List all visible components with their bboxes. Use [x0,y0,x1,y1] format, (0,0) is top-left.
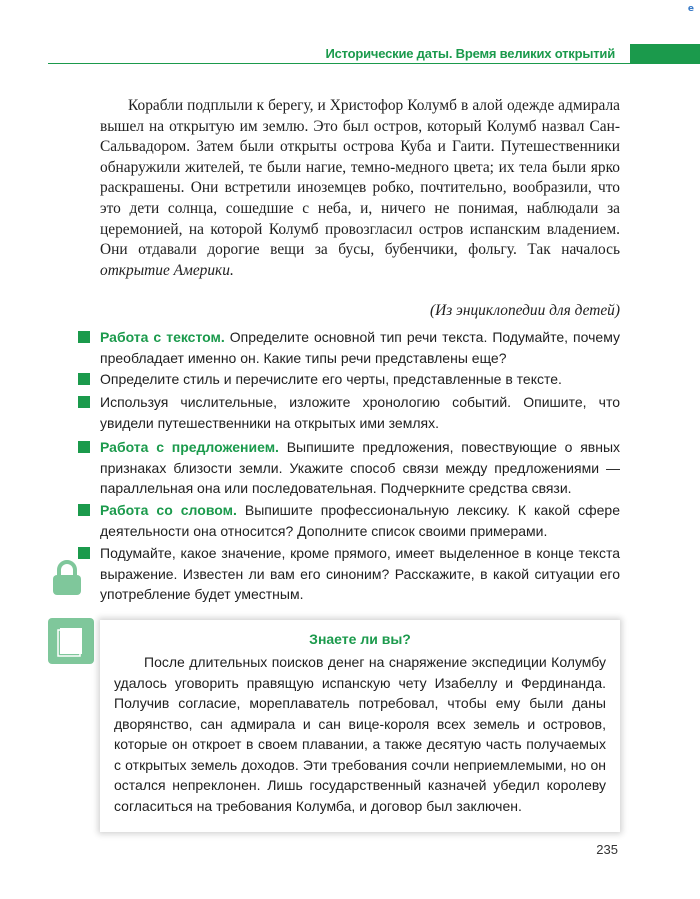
publisher-logo: e [687,4,694,14]
task-item: Используя числительные, изложите хронологию событий. Опишите, что увидели путешественники на открытых ими землях. [78,392,620,433]
infobox-title: Знаете ли вы? [309,631,411,647]
infobox-text: После длительных поисков денег на снаряжение экспедиции Колумбу удалось уговорить правящую испанскую чету Изабеллу и Фердинанда. Получив согласие, мореплаватель потребовал, чтобы ему были даны дворянство, сан адмирала и сан вице-короля всех земель и островов, которые он откроет в своем плавании, а также десятую часть получаемых с открытых земель доходов. Эти требования сочли неприемлемыми, но он остался непреклонен. Лишь государственный казначей убедил королеву согласиться на требования Колумба, и договор был заключен. [114,654,606,814]
task-marker-icon [78,396,90,408]
task-item: Работа со словом. Выпишите профессиональную лексику. К какой сфере деятельности она относится? Дополните список своими примерами. [78,500,620,541]
did-you-know-box [100,620,620,832]
text-source: (Из энциклопедии для детей) [429,302,620,319]
task-marker-icon [78,331,90,343]
page-header-title: Исторические даты. Время великих открытий [325,46,615,61]
task-item: Определите стиль и перечислите его черты, представленные в тексте. [78,369,620,390]
book-icon [48,618,94,664]
main-paragraph: Корабли подплыли к берегу, и Христофор Колумб в алой одежде адмирала вышел на открытую им землю. Это был остров, который Колумб назвал Сан-Сальвадором. Затем были открыты острова Куба и Гаити. Путешественники обнаружили жителей, те были нагие, темно-медного цвета; их тела были ярко раскрашены. Они встретили иноземцев робко, почтительно, вообразили, что это дети солнца, сошедшие с неба, и, ничего не понимая, наблюдали за церемонией, на которой Колумб провозгласил остров испанским владением. Они отдавали дорогие вещи за бусы, бубенчики, фольгу. Так началось открытие Америки. [100,97,620,279]
header-rule [48,63,630,64]
page-number: 235 [596,842,618,857]
task-item: Подумайте, какое значение, кроме прямого, имеет выделенное в конце текста выражение. Известен ли вам его синоним? Расскажите, в какой ситуации его употребление будет уместным. [78,543,620,605]
task-item: Работа с текстом. Определите основной тип речи текста. Подумайте, почему преобладает именно он. Какие типы речи представлены еще? [78,327,620,368]
task-marker-icon [78,441,90,453]
task-marker-icon [78,547,90,559]
main-text [100,96,620,281]
header-accent-block [630,44,700,64]
lock-icon [50,560,84,596]
highlighted-expression: открытие Америки. [100,261,234,279]
task-marker-icon [78,504,90,516]
task-marker-icon [78,373,90,385]
task-item: Работа с предложением. Выпишите предложения, повествующие о явных признаках близости земли. Укажите способ связи между предложениями — параллельная она или последовательная. Подчеркните средства связи. [78,437,620,499]
